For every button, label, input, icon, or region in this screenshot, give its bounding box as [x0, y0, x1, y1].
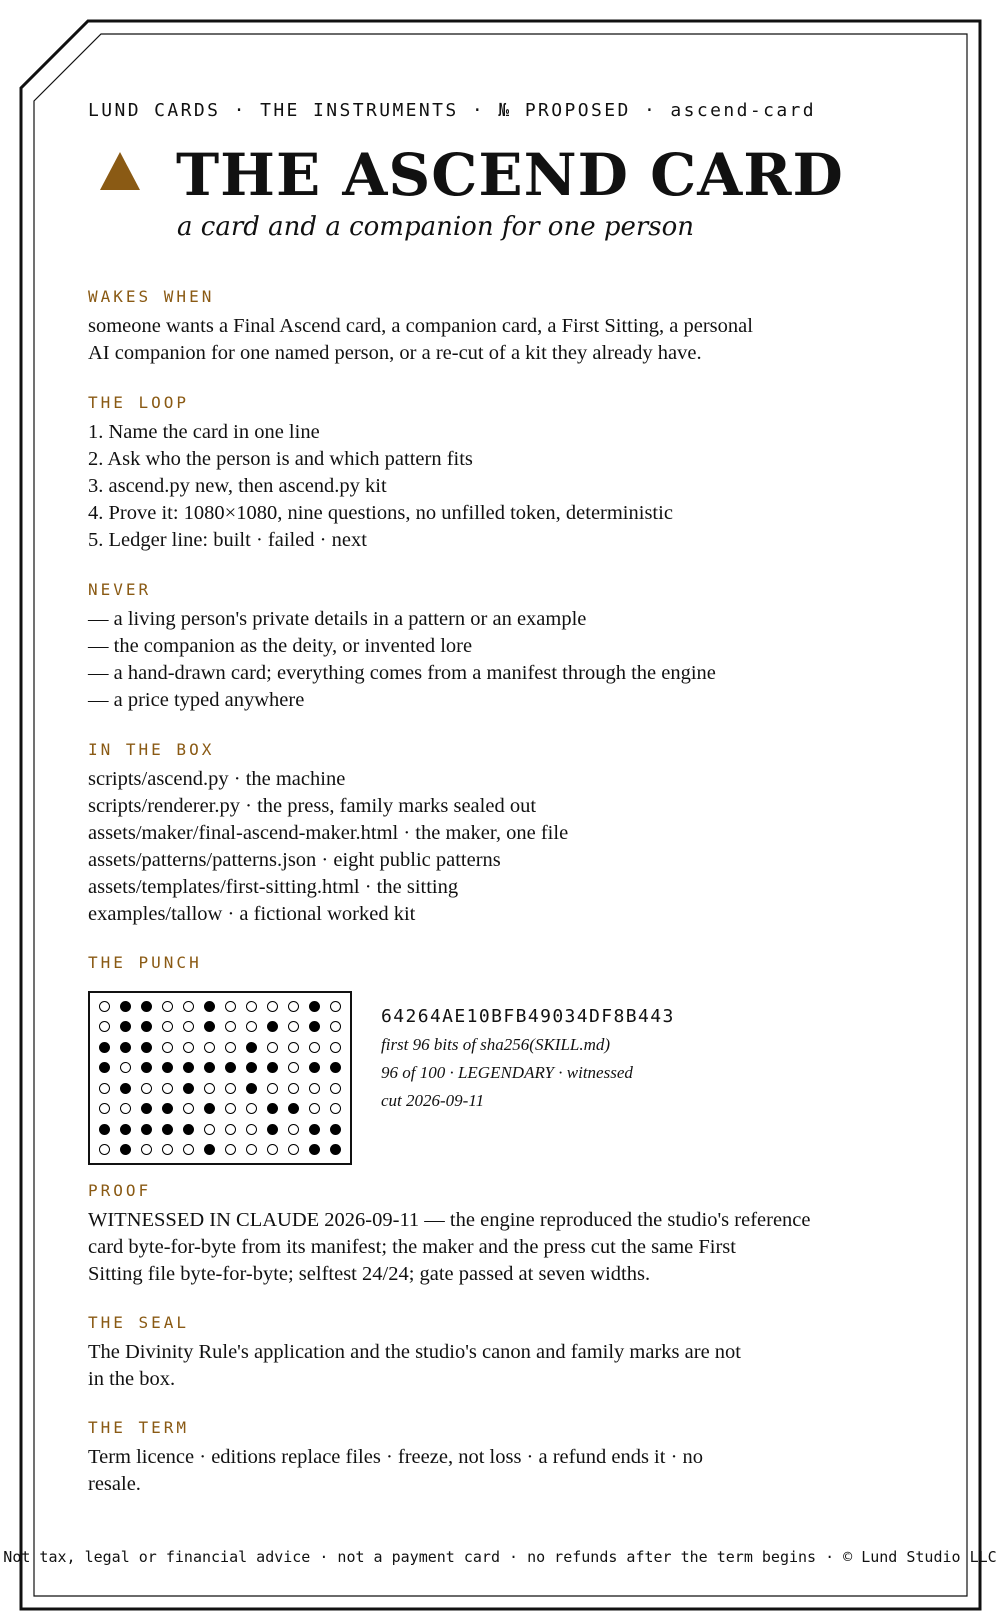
punch-dot-empty	[288, 1021, 299, 1032]
punch-dot-filled	[99, 1042, 110, 1053]
punch-dot-filled	[309, 1001, 320, 1012]
punch-dot-filled	[120, 1042, 131, 1053]
list-item: — a price typed anywhere	[88, 689, 305, 711]
punch-dot-empty	[288, 1001, 299, 1012]
punch-dot-empty	[183, 1042, 194, 1053]
punch-dot-empty	[99, 1083, 110, 1094]
text-line: resale.	[88, 1473, 141, 1495]
punch-dot-empty	[162, 1144, 173, 1155]
punch-note-bits: first 96 bits of sha256(SKILL.md)	[381, 1035, 611, 1054]
punch-dot-empty	[162, 1042, 173, 1053]
punch-dot-empty	[246, 1144, 257, 1155]
section-body-the-term	[88, 1444, 888, 1498]
punch-dot-empty	[183, 1103, 194, 1114]
punch-dot-filled	[183, 1124, 194, 1135]
punch-dot-empty	[141, 1083, 152, 1094]
punch-dot-empty	[309, 1083, 320, 1094]
list-item: examples/tallow · a fictional worked kit	[88, 903, 416, 925]
punch-dot-filled	[120, 1144, 131, 1155]
list-item: — the companion as the deity, or invented lore	[88, 635, 473, 657]
punch-grid	[88, 991, 352, 1165]
list-item: 2. Ask who the person is and which pattern fits	[88, 448, 473, 470]
text-line: Term licence · editions replace files · freeze, not loss · a refund ends it · no	[88, 1446, 704, 1468]
punch-dot-filled	[99, 1124, 110, 1135]
punch-dot-empty	[225, 1103, 236, 1114]
section-heading-the-loop: THE LOOP	[88, 393, 190, 412]
list-item: 1. Name the card in one line	[88, 421, 320, 443]
punch-dot-filled	[141, 1021, 152, 1032]
punch-dot-empty	[330, 1021, 341, 1032]
punch-dot-filled	[225, 1062, 236, 1073]
punch-dot-empty	[225, 1124, 236, 1135]
punch-note-date: cut 2026-09-11	[381, 1091, 485, 1110]
hash-value: 64264AE10BFB49034DF8B443	[381, 1006, 675, 1027]
punch-dot-empty	[288, 1042, 299, 1053]
punch-dot-empty	[267, 1144, 278, 1155]
section-body-wakes-when	[88, 313, 888, 367]
punch-dot-empty	[246, 1021, 257, 1032]
text-line: AI companion for one named person, or a re-cut of a kit they already have.	[88, 342, 702, 364]
punch-dot-filled	[183, 1062, 194, 1073]
list-item: assets/patterns/patterns.json · eight public patterns	[88, 849, 501, 871]
punch-dot-empty	[99, 1103, 110, 1114]
punch-dot-filled	[204, 1062, 215, 1073]
punch-dot-filled	[120, 1001, 131, 1012]
punch-dot-filled	[120, 1021, 131, 1032]
punch-dot-empty	[288, 1124, 299, 1135]
punch-dot-filled	[288, 1103, 299, 1114]
punch-dot-empty	[225, 1083, 236, 1094]
punch-dot-filled	[267, 1021, 278, 1032]
section-heading-the-seal: THE SEAL	[88, 1313, 190, 1332]
punch-dot-empty	[225, 1021, 236, 1032]
text-line: in the box.	[88, 1368, 176, 1390]
punch-dot-filled	[204, 1021, 215, 1032]
punch-dot-empty	[330, 1001, 341, 1012]
punch-dot-empty	[246, 1124, 257, 1135]
punch-dot-filled	[309, 1144, 320, 1155]
punch-dot-filled	[162, 1124, 173, 1135]
punch-dot-filled	[309, 1021, 320, 1032]
list-item: assets/templates/first-sitting.html · the sitting	[88, 876, 459, 898]
list-item: 3. ascend.py new, then ascend.py kit	[88, 475, 387, 497]
page-subtitle: a card and a companion for one person	[177, 212, 695, 242]
punch-dot-filled	[330, 1144, 341, 1155]
list-item: scripts/ascend.py · the machine	[88, 768, 346, 790]
punch-dot-filled	[141, 1042, 152, 1053]
punch-dot-empty	[183, 1144, 194, 1155]
punch-dot-empty	[141, 1144, 152, 1155]
punch-dot-empty	[288, 1062, 299, 1073]
punch-dot-empty	[183, 1021, 194, 1032]
punch-dot-filled	[162, 1103, 173, 1114]
punch-dot-filled	[246, 1042, 257, 1053]
section-heading-wakes-when: WAKES WHEN	[88, 287, 215, 306]
section-body-the-loop	[88, 419, 888, 554]
text-line: The Divinity Rule's application and the studio's canon and family marks are not	[88, 1341, 741, 1363]
punch-dot-empty	[183, 1001, 194, 1012]
punch-dot-filled	[162, 1062, 173, 1073]
list-item: 5. Ledger line: built · failed · next	[88, 529, 367, 551]
section-body-proof	[88, 1207, 888, 1288]
list-item: assets/maker/final-ascend-maker.html · the maker, one file	[88, 822, 569, 844]
punch-dot-empty	[309, 1042, 320, 1053]
punch-dot-empty	[330, 1042, 341, 1053]
page-title: THE ASCEND CARD	[176, 141, 844, 209]
punch-dot-filled	[267, 1103, 278, 1114]
punch-dot-empty	[288, 1144, 299, 1155]
punch-dot-empty	[267, 1001, 278, 1012]
punch-dot-empty	[120, 1103, 131, 1114]
punch-dot-filled	[183, 1083, 194, 1094]
punch-dot-filled	[204, 1144, 215, 1155]
punch-dot-filled	[267, 1124, 278, 1135]
punch-dot-filled	[120, 1124, 131, 1135]
punch-dot-empty	[162, 1001, 173, 1012]
footer-disclaimer: Not tax, legal or financial advice · not a payment card · no refunds after the term begins · © Lund Studio LLC	[3, 1548, 997, 1566]
list-item: 4. Prove it: 1080×1080, nine questions, no unfilled token, deterministic	[88, 502, 673, 524]
punch-dot-filled	[309, 1124, 320, 1135]
punch-dot-filled	[141, 1124, 152, 1135]
section-heading-the-punch: THE PUNCH	[88, 953, 202, 972]
punch-dot-filled	[330, 1124, 341, 1135]
punch-dot-empty	[99, 1144, 110, 1155]
list-item: — a hand-drawn card; everything comes from a manifest through the engine	[88, 662, 716, 684]
eyebrow-line: LUND CARDS · THE INSTRUMENTS · № PROPOSED · ascend-card	[88, 100, 817, 121]
section-heading-proof: PROOF	[88, 1181, 152, 1200]
punch-dot-empty	[246, 1103, 257, 1114]
punch-dot-empty	[309, 1103, 320, 1114]
section-heading-the-term: THE TERM	[88, 1418, 190, 1437]
punch-dot-empty	[246, 1001, 257, 1012]
punch-dot-filled	[267, 1062, 278, 1073]
punch-dot-empty	[225, 1001, 236, 1012]
punch-dot-empty	[330, 1083, 341, 1094]
text-line: someone wants a Final Ascend card, a companion card, a First Sitting, a personal	[88, 315, 753, 337]
section-heading-never: NEVER	[88, 580, 152, 599]
punch-note-rating: 96 of 100 · LEGENDARY · witnessed	[381, 1063, 633, 1082]
punch-dot-empty	[204, 1124, 215, 1135]
punch-dot-empty	[225, 1144, 236, 1155]
punch-dot-filled	[330, 1062, 341, 1073]
punch-dot-filled	[309, 1062, 320, 1073]
list-item: — a living person's private details in a pattern or an example	[88, 608, 587, 630]
punch-dot-empty	[99, 1021, 110, 1032]
punch-dot-filled	[246, 1083, 257, 1094]
punch-dot-empty	[162, 1021, 173, 1032]
punch-dot-empty	[267, 1042, 278, 1053]
punch-dot-filled	[204, 1103, 215, 1114]
section-body-the-seal	[88, 1339, 888, 1393]
punch-dot-empty	[204, 1083, 215, 1094]
punch-dot-filled	[141, 1062, 152, 1073]
punch-dot-empty	[288, 1083, 299, 1094]
triangle-icon	[100, 152, 140, 190]
section-body-never	[88, 606, 888, 714]
punch-dot-empty	[267, 1083, 278, 1094]
punch-dot-filled	[141, 1103, 152, 1114]
punch-dot-empty	[99, 1001, 110, 1012]
punch-dot-empty	[225, 1042, 236, 1053]
punch-dot-filled	[141, 1001, 152, 1012]
text-line: Sitting file byte-for-byte; selftest 24/24; gate passed at seven widths.	[88, 1263, 651, 1285]
punch-dot-empty	[120, 1062, 131, 1073]
punch-dot-empty	[162, 1083, 173, 1094]
punch-dot-filled	[246, 1062, 257, 1073]
punch-dot-filled	[204, 1001, 215, 1012]
punch-dot-empty	[330, 1103, 341, 1114]
section-body-in-the-box	[88, 766, 888, 928]
punch-dot-empty	[204, 1042, 215, 1053]
punch-dot-filled	[99, 1062, 110, 1073]
text-line: card byte-for-byte from its manifest; the maker and the press cut the same First	[88, 1236, 736, 1258]
list-item: scripts/renderer.py · the press, family marks sealed out	[88, 795, 537, 817]
punch-dot-filled	[120, 1083, 131, 1094]
text-line: WITNESSED IN CLAUDE 2026-09-11 — the engine reproduced the studio's reference	[88, 1209, 811, 1231]
section-heading-in-the-box: IN THE BOX	[88, 740, 215, 759]
